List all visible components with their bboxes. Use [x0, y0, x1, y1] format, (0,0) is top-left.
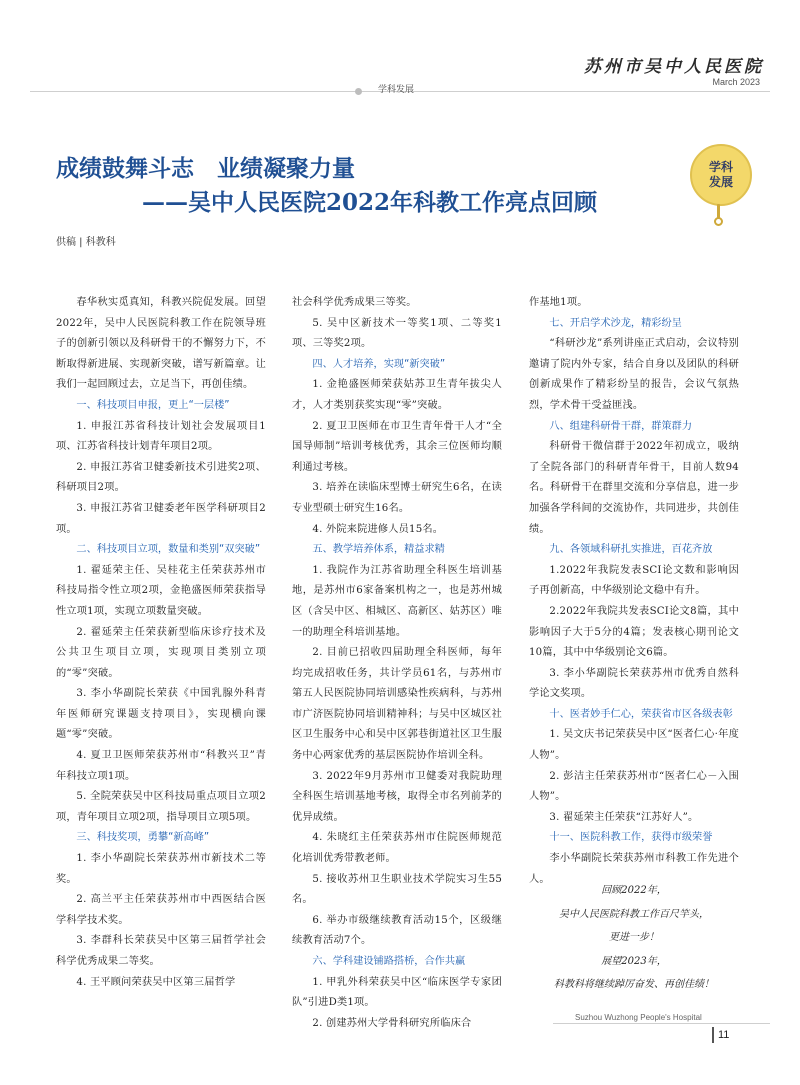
section-heading: 六、学科建设铺路搭桥，合作共赢 — [312, 956, 466, 967]
closing-message — [529, 879, 739, 997]
paragraph: 李小华副院长荣获苏州市科教工作先进个人。 — [529, 853, 739, 885]
paragraph: 5. 全院荣获吴中区科技局重点项目立项2项，青年项目立项2项，指导项目立项5项。 — [56, 791, 266, 823]
closing-line: 更进一步！ — [609, 932, 659, 943]
closing-line: 回顾2022年， — [601, 885, 667, 896]
paragraph: 6. 举办市级继续教育活动15个，区级继续教育活动7个。 — [292, 914, 502, 947]
page-number-tick — [712, 1027, 714, 1043]
paragraph: 3. 2022年9月苏州市卫健委对我院助理全科医生培训基地考核，取得全市名列前茅的优异成绩。 — [292, 770, 502, 823]
paragraph: 2.2022年我院共发表SCI论文8篇，其中影响因子大于5分的4篇；发表核心期刊论文10篇，其中中华级别论文6篇。 — [529, 605, 739, 659]
section-heading: 七、开启学术沙龙，精彩纷呈 — [549, 317, 682, 329]
paragraph: 1. 翟延荣主任、吴桂花主任荣获苏州市科技局指令性立项2项，金艳盛医师荣获指导性立项1项，实现立项数量突破。 — [56, 564, 266, 617]
paragraph: “科研沙龙”系列讲座正式启动，会议特别邀请了院内外专家，结合自身以及团队的科研创新成果作了精彩纷呈的报告，会议气氛热烈，学术骨干受益匪浅。 — [529, 338, 739, 411]
header-dot — [355, 88, 362, 95]
hospital-name: 苏州市吴中人民医院 — [584, 57, 764, 77]
paragraph: 科研骨干微信群于2022年初成立，吸纳了全院各部门的科研青年骨干，目前人数94名。科研骨干在群里交流和分享信息，进一步加强各学科间的交流协作，共同进步，共创佳绩。 — [529, 441, 739, 535]
badge-text: 学科发展 — [708, 160, 733, 189]
paragraph: 2. 高兰平主任荣获苏州市中西医结合医学科学技术奖。 — [56, 894, 266, 926]
page-number: 11 — [718, 1029, 730, 1041]
column-2 — [292, 293, 502, 1034]
paragraph: 3. 李小华副院长荣获苏州市优秀自然科学论文奖项。 — [529, 667, 739, 700]
closing-line: 展望2023年， — [601, 955, 667, 967]
paragraph: 1. 我院作为江苏省助理全科医生培训基地，是苏州市6家备案机构之一，也是苏州城区（含吴中区、相城区、高新区、姑苏区）唯一的助理全科培训基地。 — [292, 564, 502, 638]
column-1 — [56, 293, 266, 993]
badge-tail-end — [714, 217, 723, 226]
paragraph: 2. 夏卫卫医师在市卫生青年骨干人才“全国导师制”培训考核优秀，其余三位医师均顺利通过考核。 — [292, 420, 502, 473]
paragraph: 4. 王平顾问荣获吴中区第三届哲学 — [76, 976, 236, 988]
section-heading: 四、人才培养，实现“新突破” — [312, 358, 446, 370]
paragraph: 3. 翟延荣主任荣获“江苏好人”。 — [549, 811, 699, 823]
paragraph: 1. 金艳盛医师荣获姑苏卫生青年拔尖人才，人才类别获奖实现“零”突破。 — [292, 379, 502, 411]
paragraph: 1. 申报江苏省科技计划社会发展项目1项、江苏省科技计划青年项目2项。 — [56, 420, 266, 453]
footer-hospital-name: Suzhou Wuzhong People's Hospital — [575, 1013, 702, 1022]
paragraph: 3. 申报江苏省卫健委老年医学科研项目2项。 — [56, 502, 266, 535]
byline: 供稿 | 科教科 — [56, 237, 116, 248]
paragraph: 作基地1项。 — [529, 297, 588, 308]
paragraph: 3. 培养在读临床型博士研究生6名，在读专业型硕士研究生16名。 — [292, 482, 502, 514]
closing-line: 科教科将继续踔厉奋发、再创佳绩！ — [554, 979, 714, 990]
section-badge — [686, 144, 756, 226]
paragraph: 4. 夏卫卫医师荣获苏州市“科教兴卫”青年科技立项1项。 — [56, 750, 266, 782]
paragraph: 4. 朱晓红主任荣获苏州市住院医师规范化培训优秀带教老师。 — [292, 832, 502, 865]
paragraph: 4. 外院来院进修人员15名。 — [312, 523, 444, 535]
section-heading: 三、科技奖项，勇攀“新高峰” — [76, 832, 210, 844]
section-heading: 十一、医院科教工作，获得市级荣誉 — [549, 832, 713, 844]
column-3 — [529, 293, 739, 890]
paragraph: 春华秋实觅真知，科教兴院促发展。回望2022年，吴中人民医院科教工作在院领导班子的创新引领以及科研骨干的不懈努力下，不断取得新进展、实现新突破，谱写新篇章。让我们一起回顾过去，立足当下，再创佳绩。 — [56, 297, 266, 391]
section-heading: 二、科技项目立项，数量和类别“双突破” — [76, 544, 261, 556]
title-main: 成绩鼓舞斗志 业绩凝聚力量 — [56, 155, 355, 182]
paragraph: 3. 李群科长荣获吴中区第三届哲学社会科学优秀成果二等奖。 — [56, 935, 266, 967]
paragraph: 2. 创建苏州大学骨科研究所临床合 — [312, 1017, 472, 1029]
closing-line: 吴中人民医院科教工作百尺竿头， — [559, 908, 709, 920]
paragraph: 5. 吴中区新技术一等奖1项、二等奖1项、三等奖2项。 — [292, 317, 502, 350]
paragraph: 3. 李小华副院长荣获《中国乳腺外科青年医师研究课题支持项目》，实现横向课题“零”突破。 — [56, 688, 266, 741]
paragraph: 1. 甲乳外科荣获吴中区“临床医学专家团队”引进D类1项。 — [292, 976, 502, 1009]
paragraph: 2. 翟延荣主任荣获新型临床诊疗技术及公共卫生项目立项，实现项目类别立项的“零”突破。 — [56, 626, 266, 679]
paragraph: 1. 吴文庆书记荣获吴中区“医者仁心·年度人物”。 — [529, 729, 739, 762]
section-heading: 九、各领域科研扎实推进，百花齐放 — [549, 544, 713, 556]
badge-circle — [690, 144, 752, 206]
section-label: 学科发展 — [378, 85, 415, 95]
paragraph: 2. 申报江苏省卫健委新技术引进奖2项、科研项目2项。 — [56, 461, 266, 494]
section-heading: 五、教学培养体系，精益求精 — [312, 544, 445, 556]
section-heading: 十、医者妙手仁心，荣获省市区各级表彰 — [549, 708, 733, 720]
paragraph: 2. 彭洁主任荣获苏州市“医者仁心－入围人物”。 — [529, 770, 739, 803]
section-heading: 一、科技项目申报，更上“一层楼” — [76, 399, 230, 411]
paragraph: 1.2022年我院发表SCI论文数和影响因子再创新高，中华级别论文稳中有升。 — [529, 564, 739, 597]
paragraph: 1. 李小华副院长荣获苏州市新技术二等奖。 — [56, 853, 266, 885]
paragraph: 社会科学优秀成果三等奖。 — [292, 297, 417, 308]
title-subtitle: ——吴中人民医院2022年科教工作亮点回顾 — [142, 189, 598, 216]
paragraph: 2. 目前已招收四届助理全科医师，每年均完成招收任务，共计学员61名，与苏州市第五人民医院协同培训感染性疾病科，与苏州市广济医院协同培训精神科；与吴中区城区社区卫生服务中心和吴中区郭巷街道社区卫生服务中心两家优秀的基层医院协作培训全科。 — [292, 647, 502, 762]
footer-divider — [553, 1023, 770, 1024]
section-heading: 八、组建科研骨干群，群策群力 — [549, 420, 693, 432]
paragraph: 5. 接收苏州卫生职业技术学院实习生55名。 — [292, 873, 502, 906]
issue-date: March 2023 — [712, 77, 760, 87]
